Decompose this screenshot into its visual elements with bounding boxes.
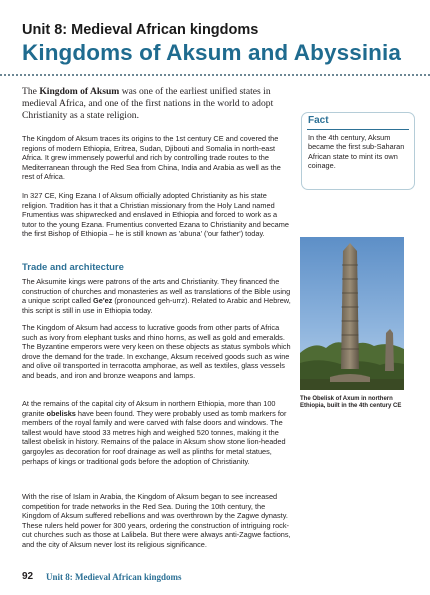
body-paragraph-3: The Aksumite kings were patrons of the arts and Christianity. They financed the construction of churches and monasteries as well as translations of the Bible using a unique script called Ge'ez (pronounced geh-urrz). Related to Arabic and Hebrew, this script is still in use in Ethiopia today.	[22, 277, 291, 315]
footer-unit-title: Unit 8: Medieval African kingdoms	[46, 572, 182, 582]
obelisk-photo	[300, 237, 404, 390]
term-obelisks: obelisks	[46, 408, 76, 418]
unit-title: Unit 8: Medieval African kingdoms	[22, 22, 259, 38]
title-divider	[0, 74, 430, 76]
body-paragraph-6: With the rise of Islam in Arabia, the Kingdom of Aksum began to see increased competition for trade networks in the Red Sea. During the 10th century, the Kingdom of Aksum suffered rebellions and was overthrown by the Zagwe dynasty. These rulers held power for 300 years, ordering the construction of intriguing rock-cut churches such as those at Lalibela. But there were always anti-Zagwe factions, and the city of Aksum never lost its religious significance.	[22, 492, 291, 549]
intro-paragraph: The Kingdom of Aksum was one of the earliest unified states in medieval Africa, and one of the first nations in the world to adopt Christianity as a state religion.	[22, 86, 274, 122]
body-paragraph-1: The Kingdom of Aksum traces its origins to the 1st century CE and covered the regions of modern Ethiopia, Eritrea, Sudan, Djibouti and Somalia in north-east Africa. It grew immensely powerful and rich by controlling trade routes to the Mediterranean through the Red Sea from China, India and Arabia as well as the rest of Africa.	[22, 134, 281, 182]
fact-box	[301, 112, 415, 190]
intro-bold-term: Kingdom of Aksum	[39, 86, 120, 97]
fact-title: Fact	[308, 115, 329, 126]
fact-body: In the 4th century, Aksum became the first sub-Saharan African state to mint its own coinage.	[308, 133, 405, 170]
fact-divider	[307, 129, 409, 130]
term-geez: Ge'ez	[93, 296, 113, 306]
photo-caption: The Obelisk of Axum in northern Ethiopia, built in the 4th century CE	[300, 396, 402, 410]
section-heading: Trade and architecture	[22, 262, 124, 273]
body-paragraph-5: At the remains of the capital city of Aksum in northern Ethiopia, more than 100 granite obelisks have been found. They were probably used as tomb markers for members of the royal family and were carved with false doors and windows. The tallest would have stood 33 metres high and weighed 520 tonnes, making it the tallest obelisk in history. Remains of the palace in Aksum show stone lion-headed gargoyles as decoration for roof drainage as well as plinths for metal statues, perhaps of kings or traditional gods before the adoption of Christianity.	[22, 399, 287, 466]
body-paragraph-2: In 327 CE, King Ezana I of Aksum officially adopted Christianity as his state religion. Tradition has it that a Christian missionary from the Holy Land named Frumentius was shipwrecked and enslaved in Ethiopia and forced to work as a tutor to the young Ezana. Frumentius converted Ezana to Christianity and became the first Bishop of Ethiopia – he is still known as 'abuna' ('our father') today.	[22, 191, 289, 239]
body-paragraph-4: The Kingdom of Aksum had access to lucrative goods from other parts of Africa such as ivory from elephant tusks and rhino horns, as well as gold and emeralds. The Byzantine emperors were very keen on these objects as status symbols which drove the demand for the trade. In exchange, Aksum received goods such as wine and olive oil transported in terracotta amphorae, as well as textiles, glass vessels and beads, and iron and bronze weapons and lamps.	[22, 323, 291, 380]
page-title: Kingdoms of Aksum and Abyssinia	[22, 40, 401, 65]
page-number: 92	[22, 571, 34, 582]
